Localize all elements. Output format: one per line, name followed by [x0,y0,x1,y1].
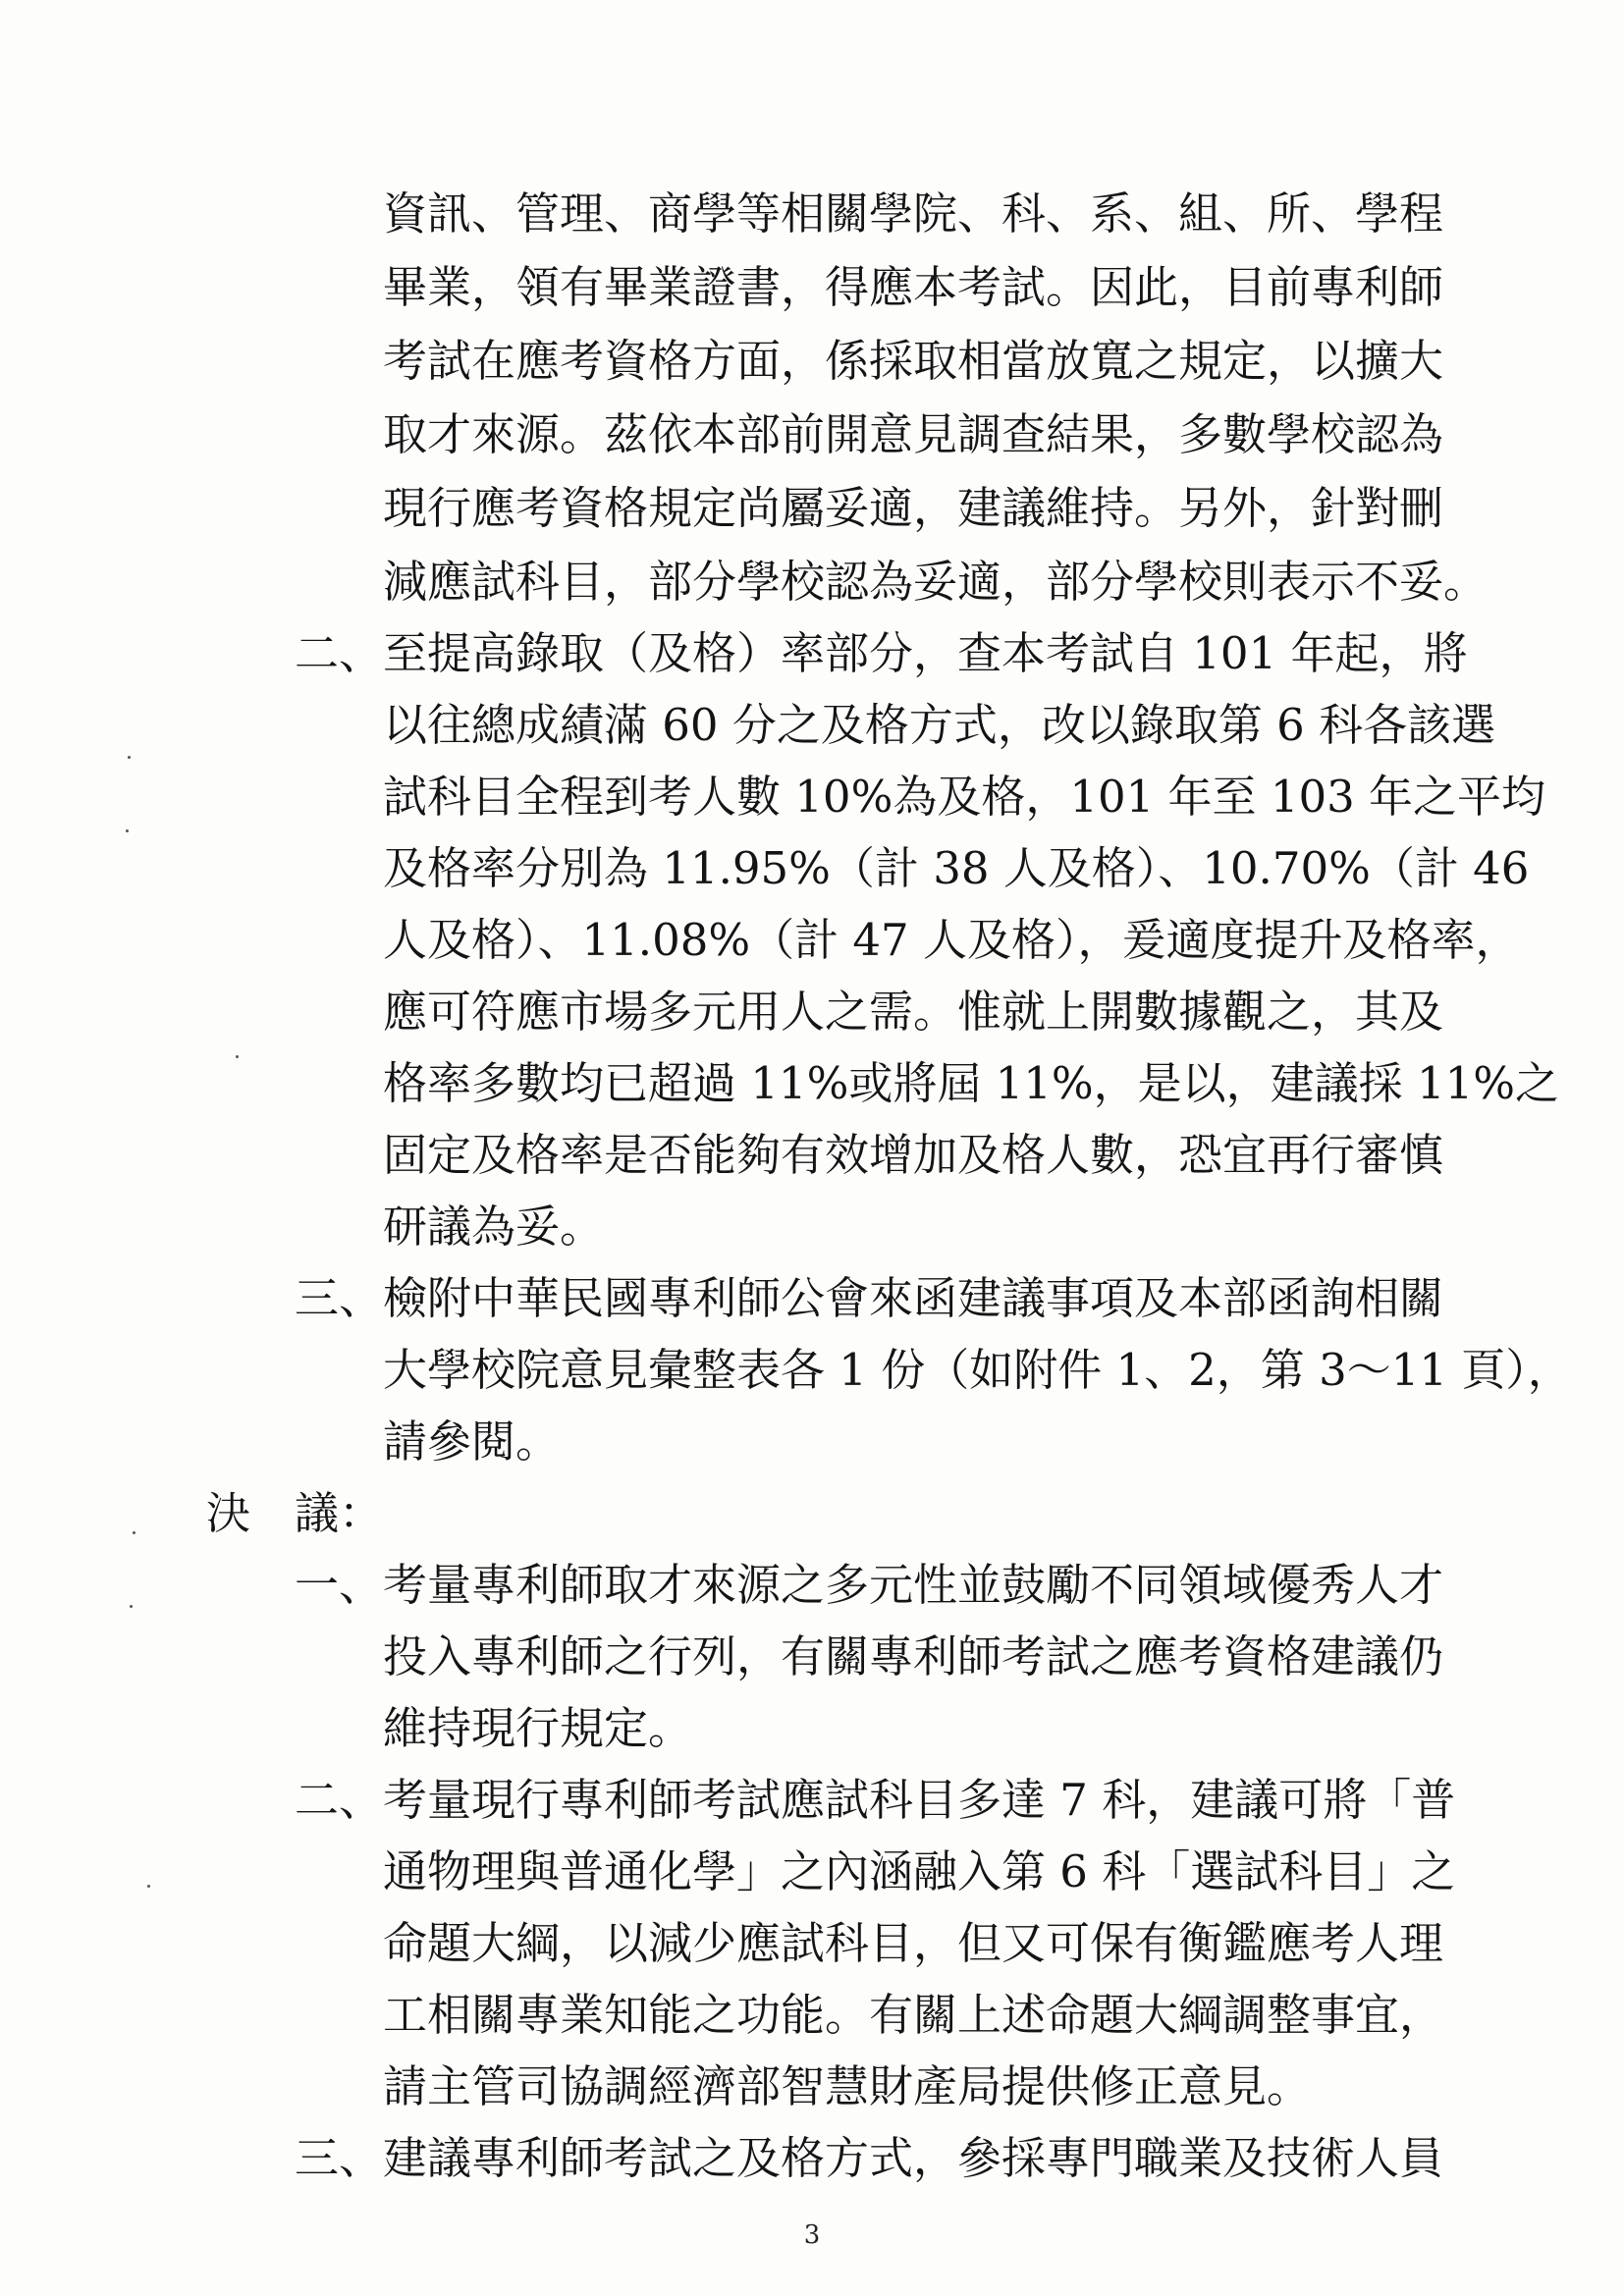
item-3-line-2: 大學校院意見彙整表各 1 份（如附件 1、2，第 3～11 頁）， [383,1344,1572,1396]
text-line-3: 考試在應考資格方面，係採取相當放寬之規定，以擴大 [383,335,1444,387]
text-line-1: 資訊、管理、商學等相關學院、科、系、組、所、學程 [383,187,1444,240]
item-2-line-6: 應可符應市場多元用人之需。惟就上開數據觀之，其及 [383,986,1444,1038]
scan-speck [128,756,131,759]
page-number: 3 [803,2220,821,2250]
item-2-line-1: 二、至提高錄取（及格）率部分，查本考試自 101 年起，將 [295,627,1468,679]
item-3-line-1: 三、檢附中華民國專利師公會來函建議事項及本部函詢相關 [295,1272,1444,1324]
item-2-line-2: 以往總成績滿 60 分之及格方式，改以錄取第 6 科各該選 [383,699,1496,751]
scan-speck [236,1055,239,1058]
scan-speck [147,1885,150,1888]
resolution-3-line-1: 三、建議專利師考試之及格方式，參採專門職業及技術人員 [295,2132,1444,2184]
item-2-line-4: 及格率分別為 11.95%（計 38 人及格）、10.70%（計 46 [383,842,1530,894]
item-2-line-8: 固定及格率是否能夠有效增加及格人數，恐宜再行審慎 [383,1129,1444,1181]
item-2-line-9: 研議為妥。 [383,1201,605,1253]
item-2-line-5: 人及格）、11.08%（計 47 人及格），爰適度提升及格率， [383,914,1520,966]
scan-speck [130,1605,133,1608]
text-line-4: 取才來源。茲依本部前開意見調查結果，多數學校認為 [383,408,1444,460]
resolution-2-line-1: 二、考量現行專利師考試應試科目多達 7 科，建議可將「普 [295,1774,1456,1826]
scan-speck [126,829,129,832]
text-line-6: 減應試科目，部分學校認為妥適，部分學校則表示不妥。 [383,556,1489,608]
scan-speck [133,1531,135,1534]
resolution-1-line-2: 投入專利師之行列，有關專利師考試之應考資格建議仍 [383,1630,1444,1682]
resolution-2-line-3: 命題大綱，以減少應試科目，但又可保有衡鑑應考人理 [383,1917,1444,1969]
item-3-line-3: 請參閱。 [383,1415,561,1468]
resolution-1-line-1: 一、考量專利師取才來源之多元性並鼓勵不同領域優秀人才 [295,1559,1444,1611]
resolution-heading: 決 議： [206,1487,384,1539]
resolution-2-line-2: 通物理與普通化學」之內涵融入第 6 科「選試科目」之 [383,1845,1456,1897]
resolution-1-line-3: 維持現行規定。 [383,1702,693,1754]
item-2-line-7: 格率多數均已超過 11%或將屆 11%，是以，建議採 11%之 [383,1057,1559,1109]
resolution-2-line-5: 請主管司協調經濟部智慧財產局提供修正意見。 [383,2060,1312,2112]
text-line-2: 畢業，領有畢業證書，得應本考試。因此，目前專利師 [383,261,1444,313]
text-line-5: 現行應考資格規定尚屬妥適，建議維持。另外，針對刪 [383,482,1444,534]
item-2-line-3: 試科目全程到考人數 10%為及格，101 年至 103 年之平均 [383,771,1546,823]
resolution-2-line-4: 工相關專業知能之功能。有關上述命題大綱調整事宜， [383,1989,1444,2041]
